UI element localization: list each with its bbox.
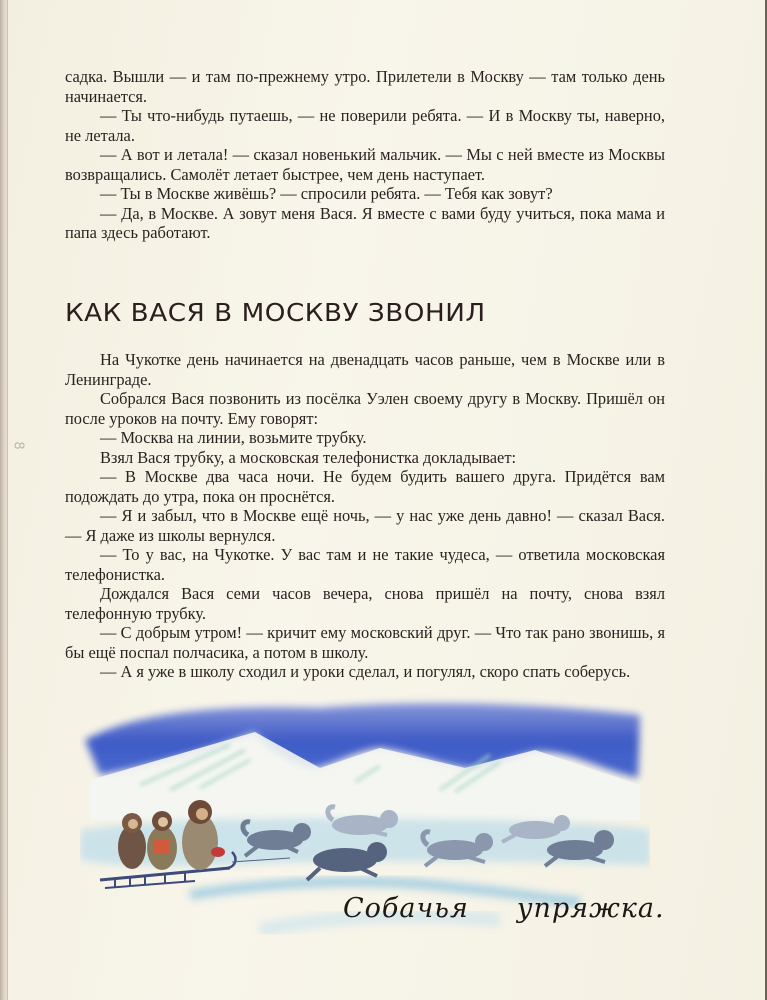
- paragraph: — В Москве два часа ночи. Не будем будить вашего друга. Придётся вам подождать до утра, пока он проснётся.: [65, 467, 665, 506]
- paragraph: — Да, в Москве. А зовут меня Вася. Я вместе с вами буду учиться, пока мама и папа здесь работают.: [65, 203, 665, 242]
- paragraph: — С добрым утром! — кричит ему московский друг. — Что так рано звонишь, я бы ещё поспал полчасика, а потом в школу.: [65, 623, 665, 662]
- paragraph: — А вот и летала! — сказал новенький мальчик. — Мы с ней вместе из Москвы возвращались. Самолёт летает быстрее, чем день наступает.: [65, 145, 665, 184]
- paragraph: садка. Вышли — и там по-прежнему утро. Прилетели в Москву — там только день начинается.: [65, 67, 665, 106]
- story-title: КАК ВАСЯ В МОСКВУ ЗВОНИЛ: [65, 298, 486, 327]
- illustration-caption: [343, 893, 665, 924]
- paragraph: — Москва на линии, возьмите трубку.: [100, 428, 367, 447]
- top-text-block: [65, 67, 665, 243]
- paragraph: — То у вас, на Чукотке. У вас там и не такие чудеса, — ответила московская телефонистка.: [65, 545, 665, 584]
- story-text-block: [65, 350, 665, 682]
- paragraph: — А я уже в школу сходил и уроки сделал, и погулял, скоро спать соберусь.: [100, 662, 631, 681]
- paragraph: На Чукотке день начинается на двенадцать часов раньше, чем в Москве или в Ленинграде.: [65, 350, 665, 389]
- caption-word: Собачья: [343, 893, 469, 924]
- paragraph: Взял Вася трубку, а московская телефонистка докладывает:: [100, 447, 517, 467]
- paragraph: Собрался Вася позвонить из посёлка Уэлен своему другу в Москву. Пришёл он после уроков на почту. Ему говорят:: [65, 389, 665, 428]
- paragraph: — Ты в Москве живёшь? — спросили ребята. — Тебя как зовут?: [100, 184, 553, 203]
- spine-fold-line: [7, 0, 8, 1000]
- paragraph: Дождался Вася семи часов вечера, снова пришёл на почту, снова взял телефонную трубку.: [65, 584, 665, 623]
- paragraph: — Ты что-нибудь путаешь, — не поверили ребята. — И в Москву ты, наверно, не летала.: [65, 106, 665, 145]
- paragraph: — Я и забыл, что в Москве ещё ночь, — у нас уже день давно! — сказал Вася. — Я даже из школы вернулся.: [65, 506, 665, 545]
- page-number: 8: [10, 441, 26, 450]
- caption-word: упряжка.: [516, 893, 665, 924]
